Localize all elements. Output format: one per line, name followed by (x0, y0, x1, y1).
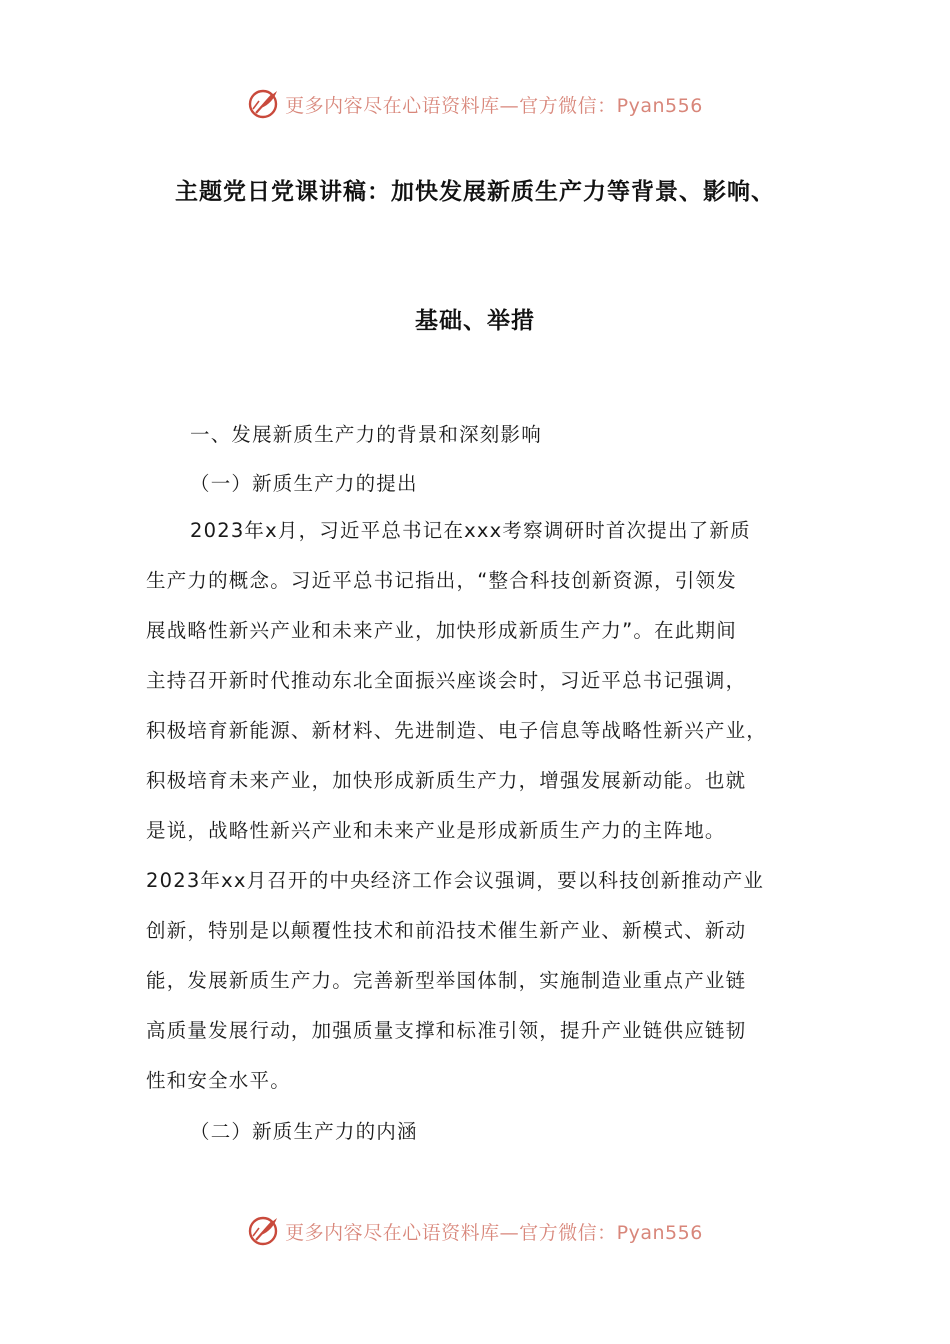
paragraph-line: 积极培育新能源、新材料、先进制造、电子信息等战略性新兴产业， (146, 719, 768, 742)
watermark-header (0, 84, 950, 124)
paragraph-line: 积极培育未来产业，加快形成新质生产力，增强发展新动能。也就 (146, 769, 747, 792)
paragraph-line: 高质量发展行动，加强质量支撑和标准引领，提升产业链供应链韧 (146, 1019, 747, 1042)
paragraph-line: 创新，特别是以颠覆性技术和前沿技术催生新产业、新模式、新动 (146, 919, 747, 942)
body-paragraph-1 (146, 506, 806, 1106)
quill-logo-icon (247, 1214, 281, 1248)
watermark-wechat-id: Pyan556 (616, 94, 703, 117)
paragraph-line: 生产力的概念。习近平总书记指出，“整合科技创新资源，引领发 (146, 569, 737, 592)
quill-logo-icon (247, 87, 281, 121)
paragraph-line: 2023年x月，习近平总书记在xxx考察调研时首次提出了新质 (190, 519, 751, 542)
paragraph-line: 性和安全水平。 (146, 1069, 291, 1092)
subsection-heading-1-1: （一）新质生产力的提出 (190, 472, 418, 495)
watermark-text: 更多内容尽在心语资料库—官方微信：Pyan556 (285, 94, 703, 117)
watermark-text: 更多内容尽在心语资料库—官方微信：Pyan556 (285, 1221, 703, 1244)
paragraph-line: 是说，战略性新兴产业和未来产业是形成新质生产力的主阵地。 (146, 819, 726, 842)
paragraph-line: 能，发展新质生产力。完善新型举国体制，实施制造业重点产业链 (146, 969, 747, 992)
paragraph-line: 主持召开新时代推动东北全面振兴座谈会时，习近平总书记强调， (146, 669, 747, 692)
paragraph-line: 2023年xx月召开的中央经济工作会议强调，要以科技创新推动产业 (146, 869, 765, 892)
document-title-line-2: 基础、举措 (415, 308, 535, 334)
subsection-heading-1-2: （二）新质生产力的内涵 (190, 1120, 418, 1143)
paragraph-line: 展战略性新兴产业和未来产业，加快形成新质生产力”。在此期间 (146, 619, 737, 642)
document-title-line-1: 主题党日党课讲稿：加快发展新质生产力等背景、影响、 (175, 179, 775, 205)
watermark-wechat-id: Pyan556 (616, 1221, 703, 1244)
watermark-footer (0, 1211, 950, 1251)
section-heading-1: 一、发展新质生产力的背景和深刻影响 (190, 423, 542, 446)
